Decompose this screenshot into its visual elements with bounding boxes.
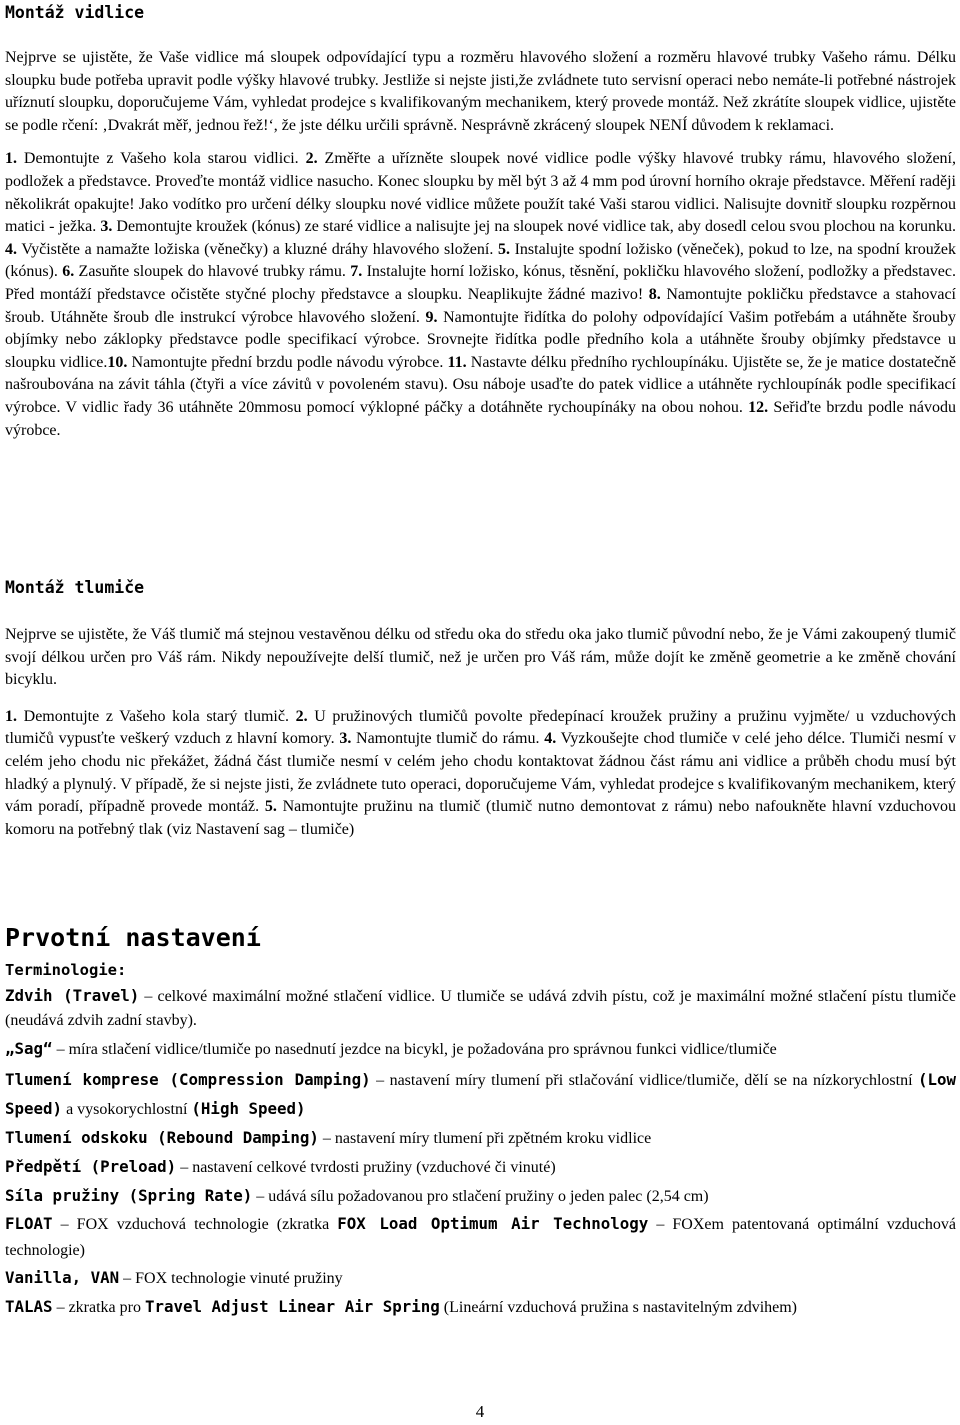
terminology-heading: Terminologie: [5, 961, 127, 979]
steps-paragraph: 1. Demontujte z Vašeho kola starý tlumič. 2. U pružinových tlumičů povolte předepínací kroužek pružiny a pružinu vyjměte/ u vzduchových tlumičů vypusťte veškerý vzduch z hlavní komory. 3. Namontujte tlumič do rámu. 4. Vyzkoušejte chod tlumiče v celé jeho délce. Tlumiči nesmí v celém jeho chodu nic překážet, žádná část tlumiče nesmí v celém jeho chodu kontaktovat žádnou část rámu ani vidlice a průběh chodu musí být hladký a plynulý. V případě, že si nejste jisti, že zvládnete tuto operaci, doporučujeme Vám, vyhledat prodejce s kvalifikovaným mechanikem, který vám poradí, případně provede montáž. 5. Namontujte pružinu na tlumič (tlumič nutno demontovat z rámu) nebo nafoukněte hlavní vzduchovou komoru na potřebný tlak (viz Nastavení sag – tlumiče) [5, 707, 957, 838]
term-float: FLOAT – FOX vzduchová technologie (zkratka FOX Load Optimum Air Technology – FOXem patentovaná optimální vzduchová technologie) [5, 1214, 957, 1259]
section-fork-mounting [5, 3, 956, 442]
term-vanilla: Vanilla, VAN – FOX technologie vinuté pružiny [5, 1268, 343, 1287]
term-talas: TALAS – zkratka pro Travel Adjust Linear Air Spring (Lineární vzduchová pružina s nastavitelným zdvihem) [5, 1297, 798, 1316]
intro-paragraph: Nejprve se ujistěte, že Váš tlumič má stejnou vestavěnou délku od středu oka do středu oka jako tlumič původní nebo, že je Vámi zakoupený tlumič svojí délkou určen pro Váš rám. Nikdy nepoužívejte delší tlumič, než je určen pro Váš rám, může dojít ke změně geometrie a ke změně chování bicyklu. [5, 626, 956, 689]
section-title: Montáž tlumiče [5, 578, 145, 597]
term-compression-damping: Tlumení komprese (Compression Damping) – nastavení míry tlumení při stlačování vidlice/tlumiče, dělí se na nízkorychlostní (Low Speed) a vysokorychlostní (High Speed) [5, 1070, 957, 1118]
term-sag: „Sag“ – míra stlačení vidlice/tlumiče po nasednutí jezdce na bicykl, je požadována pro správnou funkci vidlice/tlumiče [5, 1039, 777, 1058]
steps-paragraph: 1. Demontujte z Vašeho kola starou vidlici. 2. Změřte a uřízněte sloupek nové vidlice podle výšky hlavové trubky rámu, hlavového složení, podložek a představce. Proveďte montáž vidlice nasucho. Konec sloupku by měl být 3 až 4 mm pod úrovní horního okraje představce. Měření raději několikrát opakujte! Jako vodítko pro určení délky sloupku nové vidlice můžete použít také Vaši starou vidlici. Nalisujte dovnitř sloupku rozpěrnou matici - ježka. 3. Demontujte kroužek (kónus) ze staré vidlice a nalisujte jej na sloupek nové vidlice tak, aby dosedl celou svou plochou na korunku. 4. Vyčistěte a namažte ložiska (věnečky) a kluzné dráhy hlavového složení. 5. Instalujte spodní ložisko (věneček), pokud to lze, na spodní kroužek (kónus). 6. Zasuňte sloupek do hlavové trubky rámu. 7. Instalujte horní ložisko, kónus, těsnění, pokličku hlavového složení, podložky a představec. Před montáží představce očistěte styčné plochy představce a sloupku. Neaplikujte žádné mazivo! 8. Namontujte pokličku představce a stahovací šroub. Utáhněte šroub dle instrukcí výrobce hlavového složení. 9. Namontujte řidítka do polohy odpovídající Vašim potřebám a utáhněte šrouby objímky nebo záklopky představce podle specifikací výrobce. Srovnejte řidítka podle předního kola a utáhněte šrouby objímky představce u sloupku vidlice.10. Namontujte přední brzdu podle návodu výrobce. 11. Nastavte délku předního rychloupínáku. Ujistěte se, že je matice dostatečně našroubována na závit táhla (čtyři a více závitů v povoleném stavu). Osu náboje usaďte do patek vidlice a utáhněte rychloupínák podle specifikací výrobce. V vidlic řady 36 utáhněte 20mmosu pomocí výklopné páčky a dotáhněte rychoupínáky na obou nohou. 12. Seřiďte brzdu podle návodu výrobce. [5, 150, 957, 439]
term-preload: Předpětí (Preload) – nastavení celkové tvrdosti pružiny (vzduchové či vinuté) [5, 1157, 556, 1176]
term-spring-rate: Síla pružiny (Spring Rate) – udává sílu požadovanou pro stlačení pružiny o jeden palec (2,54 cm) [5, 1186, 709, 1205]
section-title: Montáž vidlice [5, 3, 145, 22]
section-initial-setup [5, 922, 956, 1322]
page-number: 4 [475, 1402, 485, 1421]
intro-paragraph: Nejprve se ujistěte, že Vaše vidlice má sloupek odpovídající typu a rozměru hlavového složení a rozměru hlavové trubky Vašeho rámu. Délku sloupku bude potřeba upravit podle výšky hlavové trubky. Jestliže si nejste jisti,že zvládnete tuto servisní operaci nebo nemáte-li potřebné nástrojek uříznutí sloupku, doporučujeme Vám, vyhledat prodejce s kvalifikovaným mechanikem, který provede montáž. Než zkrátíte sloupek vidlice, ujistěte se podle rčení: ‚Dvakrát měř, jednou řež!‘, že jste délku určili správně. Nesprávně zkrácený sloupek NENÍ důvodem k reklamaci. [5, 49, 957, 134]
term-travel: Zdvih (Travel) – celkové maximální možné stlačení vidlice. U tlumiče se udává zdvih pístu, což je maximální možné stlačení pístu tlumiče (neudává zdvih zadní stavby). [5, 986, 957, 1029]
term-rebound-damping: Tlumení odskoku (Rebound Damping) – nastavení míry tlumení při zpětném kroku vidlice [5, 1128, 652, 1147]
page-title: Prvotní nastavení [5, 923, 261, 952]
section-shock-mounting [5, 578, 956, 841]
terminology-list [5, 984, 956, 1322]
